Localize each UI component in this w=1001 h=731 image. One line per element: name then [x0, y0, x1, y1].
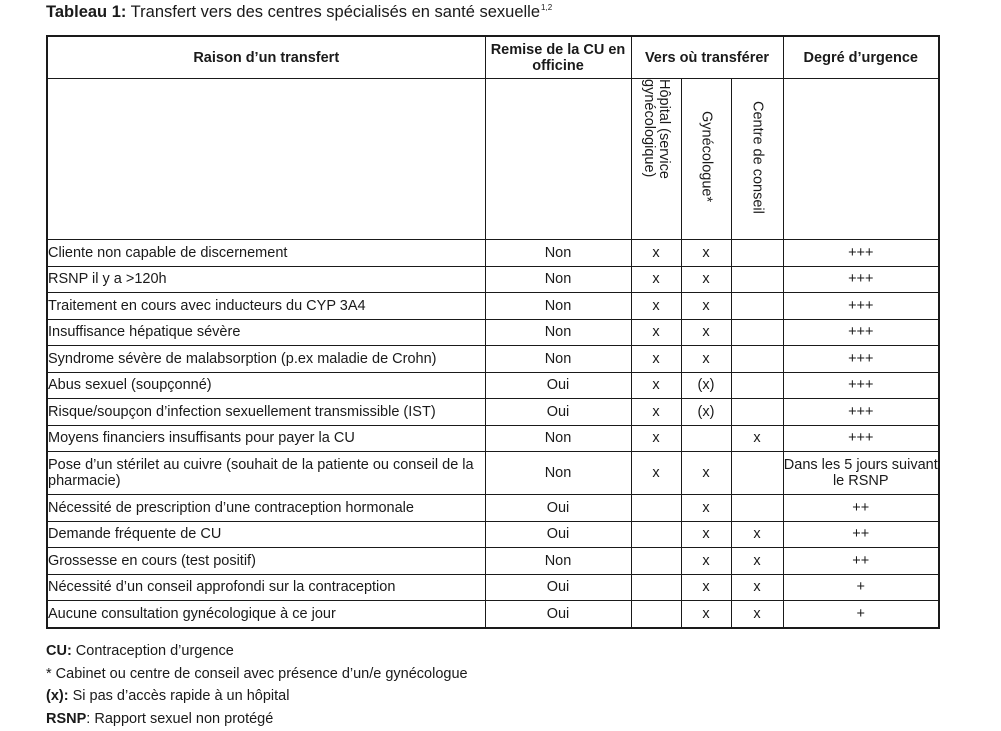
caption-refs: 1,2	[541, 3, 553, 12]
centre-cell: x	[731, 521, 783, 548]
urgence-cell: +++	[783, 240, 939, 267]
hopital-cell: x	[631, 266, 681, 293]
table-row	[47, 495, 939, 522]
footnote-text: Contraception d’urgence	[71, 643, 234, 659]
table-row	[47, 240, 939, 267]
hopital-cell: x	[631, 399, 681, 426]
header-gyneco-cell	[681, 79, 731, 240]
centre-cell	[731, 452, 783, 495]
urgence-cell: +++	[783, 293, 939, 320]
remise-cell: Non	[485, 319, 631, 346]
urgence-cell: +++	[783, 372, 939, 399]
hopital-cell	[631, 574, 681, 601]
footnote	[46, 663, 468, 686]
footnote	[46, 685, 468, 708]
urgence-cell: +	[783, 574, 939, 601]
reason-cell: RSNP il y a >120h	[47, 266, 485, 293]
header-urgence: Degré d’urgence	[783, 36, 939, 79]
gyneco-cell: x	[681, 319, 731, 346]
table-row	[47, 574, 939, 601]
reason-cell: Syndrome sévère de malabsorption (p.ex maladie de Crohn)	[47, 346, 485, 373]
remise-cell: Oui	[485, 601, 631, 628]
footnote	[46, 708, 468, 731]
gyneco-cell: x	[681, 548, 731, 575]
urgence-cell: +++	[783, 266, 939, 293]
centre-cell	[731, 319, 783, 346]
footnote-key: (x):	[46, 688, 69, 705]
hopital-cell: x	[631, 346, 681, 373]
gyneco-cell: x	[681, 240, 731, 267]
centre-cell	[731, 495, 783, 522]
header-centre-cell	[731, 79, 783, 240]
hopital-cell	[631, 495, 681, 522]
hopital-cell: x	[631, 319, 681, 346]
footnote-text: Si pas d’accès rapide à un hôpital	[68, 688, 290, 705]
footnotes	[46, 640, 468, 731]
centre-cell: x	[731, 548, 783, 575]
header-gyneco: Gynécologue*	[698, 111, 715, 203]
hopital-cell: x	[631, 425, 681, 452]
gyneco-cell: x	[681, 495, 731, 522]
urgence-cell: +	[783, 601, 939, 628]
reason-cell: Pose d’un stérilet au cuivre (souhait de la patiente ou conseil de la pharmacie)	[47, 452, 485, 495]
reason-cell: Risque/soupçon d’infection sexuellement transmissible (IST)	[47, 399, 485, 426]
remise-cell: Non	[485, 452, 631, 495]
centre-cell	[731, 372, 783, 399]
remise-cell: Non	[485, 346, 631, 373]
reason-cell: Grossesse en cours (test positif)	[47, 548, 485, 575]
centre-cell	[731, 240, 783, 267]
gyneco-cell: x	[681, 601, 731, 628]
footnote-key: CU:	[46, 643, 72, 659]
gyneco-cell: x	[681, 346, 731, 373]
reason-cell: Cliente non capable de discernement	[47, 240, 485, 267]
remise-cell: Non	[485, 240, 631, 267]
table-row	[47, 399, 939, 426]
table-row	[47, 425, 939, 452]
urgence-cell: +++	[783, 399, 939, 426]
footnote	[46, 640, 468, 663]
caption-text: Transfert vers des centres spécialisés en santé sexuelle	[126, 3, 541, 21]
table-row	[47, 346, 939, 373]
reason-cell: Insuffisance hépatique sévère	[47, 319, 485, 346]
centre-cell: x	[731, 574, 783, 601]
table-row	[47, 521, 939, 548]
table-row	[47, 372, 939, 399]
reason-cell: Demande fréquente de CU	[47, 521, 485, 548]
remise-cell: Non	[485, 548, 631, 575]
reason-cell: Aucune consultation gynécologique à ce jour	[47, 601, 485, 628]
hopital-cell: x	[631, 293, 681, 320]
hopital-cell	[631, 521, 681, 548]
urgence-cell: ++	[783, 495, 939, 522]
urgence-cell: +++	[783, 319, 939, 346]
footnote-text: : Rapport sexuel non protégé	[86, 711, 274, 728]
gyneco-cell: (x)	[681, 399, 731, 426]
header-remise: Remise de la CU en officine	[485, 36, 631, 79]
urgence-cell: ++	[783, 521, 939, 548]
table-row	[47, 601, 939, 628]
table-row	[47, 452, 939, 495]
table-row	[47, 266, 939, 293]
centre-cell	[731, 346, 783, 373]
header-centre: Centre de conseil	[749, 100, 766, 214]
empty-header-cell	[783, 79, 939, 240]
reason-cell: Traitement en cours avec inducteurs du CYP 3A4	[47, 293, 485, 320]
gyneco-cell: x	[681, 574, 731, 601]
centre-cell: x	[731, 425, 783, 452]
hopital-cell: x	[631, 372, 681, 399]
header-reason: Raison d’un transfert	[47, 36, 485, 79]
table-row	[47, 293, 939, 320]
transfer-table	[46, 35, 940, 629]
hopital-cell: x	[631, 452, 681, 495]
footnote-key: RSNP	[46, 711, 87, 728]
centre-cell	[731, 293, 783, 320]
reason-cell: Nécessité de prescription d’une contraception hormonale	[47, 495, 485, 522]
urgence-cell: +++	[783, 425, 939, 452]
caption-label: Tableau 1:	[46, 3, 127, 21]
urgence-cell: Dans les 5 jours suivant le RSNP	[783, 452, 939, 495]
gyneco-cell: x	[681, 452, 731, 495]
gyneco-cell: x	[681, 521, 731, 548]
gyneco-cell: x	[681, 266, 731, 293]
header-hopital: Hôpital (service gynécologique)	[641, 79, 672, 179]
hopital-cell	[631, 601, 681, 628]
remise-cell: Oui	[485, 372, 631, 399]
reason-cell: Abus sexuel (soupçonné)	[47, 372, 485, 399]
gyneco-cell	[681, 425, 731, 452]
hopital-cell	[631, 548, 681, 575]
empty-header-cell	[47, 79, 485, 240]
remise-cell: Non	[485, 266, 631, 293]
remise-cell: Oui	[485, 399, 631, 426]
reason-cell: Nécessité d’un conseil approfondi sur la contraception	[47, 574, 485, 601]
table-body	[47, 240, 939, 628]
remise-cell: Oui	[485, 574, 631, 601]
table-row	[47, 548, 939, 575]
centre-cell	[731, 266, 783, 293]
gyneco-cell: (x)	[681, 372, 731, 399]
urgence-cell: ++	[783, 548, 939, 575]
table-caption	[46, 3, 552, 22]
table-row	[47, 319, 939, 346]
remise-cell: Oui	[485, 495, 631, 522]
remise-cell: Non	[485, 425, 631, 452]
header-hopital-cell	[631, 79, 681, 240]
remise-cell: Non	[485, 293, 631, 320]
empty-header-cell	[485, 79, 631, 240]
urgence-cell: +++	[783, 346, 939, 373]
gyneco-cell: x	[681, 293, 731, 320]
centre-cell	[731, 399, 783, 426]
remise-cell: Oui	[485, 521, 631, 548]
header-vers: Vers où transférer	[631, 36, 783, 79]
hopital-cell: x	[631, 240, 681, 267]
centre-cell: x	[731, 601, 783, 628]
reason-cell: Moyens financiers insuffisants pour payer la CU	[47, 425, 485, 452]
footnote-text: * Cabinet ou centre de conseil avec présence d’un/e gynécologue	[46, 665, 468, 682]
